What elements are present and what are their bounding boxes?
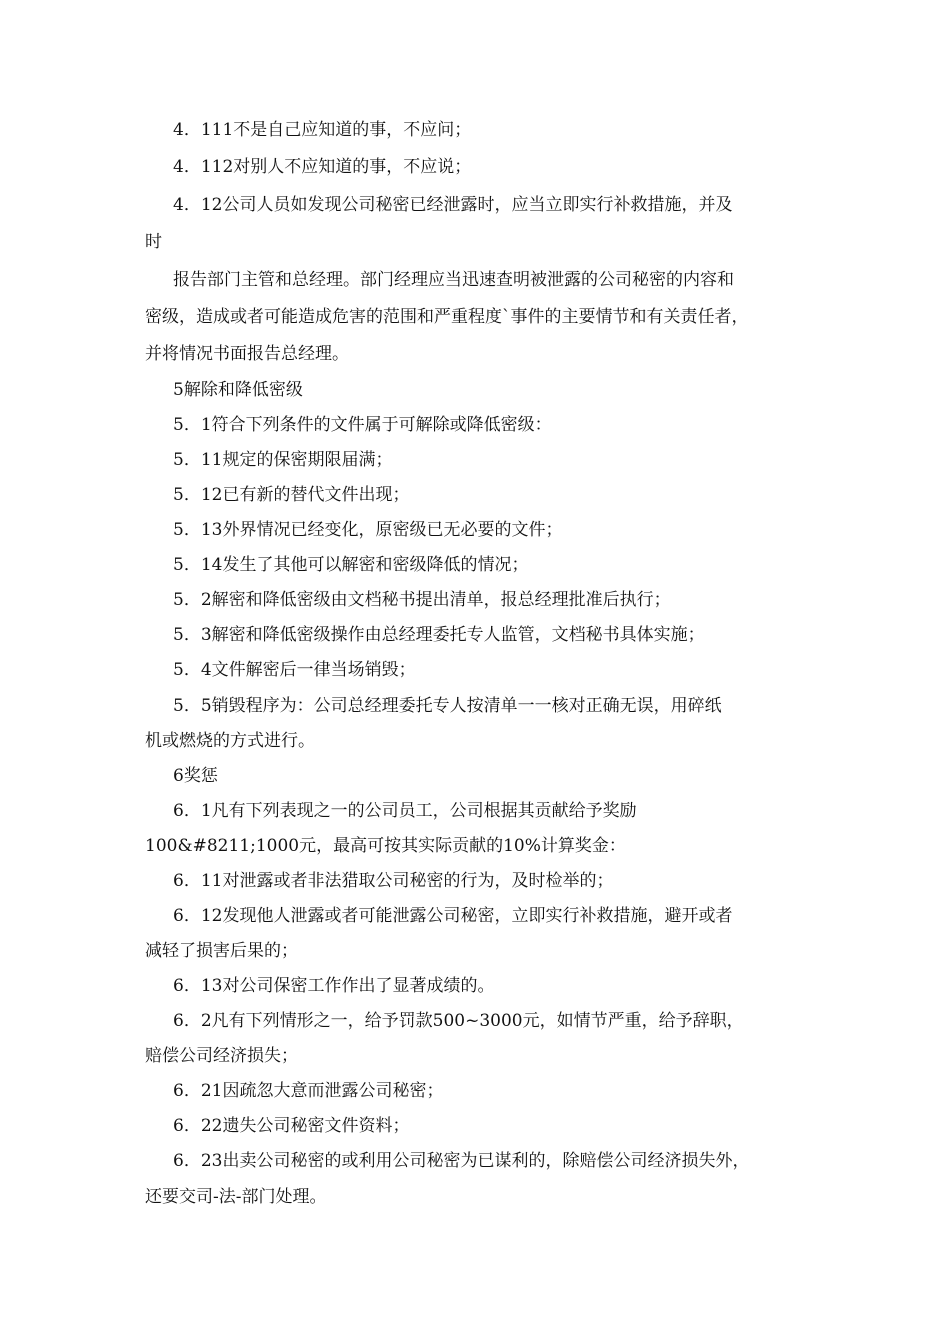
- paragraph-line: 5．3解密和降低密级操作由总经理委托专人监管，文档秘书具体实施；: [173, 625, 705, 645]
- paragraph-line: 4．112对别人不应知道的事，不应说；: [173, 157, 472, 177]
- paragraph-line: 5．5销毁程序为：公司总经理委托专人按清单一一核对正确无误，用碎纸: [173, 696, 722, 716]
- paragraph-line: 100&#8211;1000元，最高可按其实际贡献的10%计算奖金：: [145, 836, 626, 856]
- paragraph-line: 机或燃烧的方式进行。: [145, 731, 315, 751]
- paragraph-line: 报告部门主管和总经理。部门经理应当迅速查明被泄露的公司秘密的内容和: [173, 270, 734, 290]
- paragraph-line: 5．1符合下列条件的文件属于可解除或降低密级：: [173, 415, 552, 435]
- paragraph-line: 密级，造成或者可能造成危害的范围和严重程度`事件的主要情节和有关责任者，: [145, 307, 749, 327]
- paragraph-line: 5．13外界情况已经变化，原密级已无必要的文件；: [173, 520, 563, 540]
- paragraph-line: 6．1凡有下列表现之一的公司员工，公司根据其贡献给予奖励: [173, 801, 637, 821]
- paragraph-line: 6．23出卖公司秘密的或利用公司秘密为已谋利的，除赔偿公司经济损失外，: [173, 1151, 750, 1171]
- paragraph-line: 还要交司-法-部门处理。: [145, 1187, 327, 1207]
- paragraph-line: 5．11规定的保密期限届满；: [173, 450, 393, 470]
- section-heading: 5解除和降低密级: [173, 380, 303, 400]
- paragraph-line: 时: [145, 232, 162, 252]
- paragraph-line: 并将情况书面报告总经理。: [145, 344, 349, 364]
- paragraph-line: 6．11对泄露或者非法猎取公司秘密的行为，及时检举的；: [173, 871, 614, 891]
- paragraph-line: 减轻了损害后果的；: [145, 941, 298, 961]
- paragraph-line: 6．12发现他人泄露或者可能泄露公司秘密，立即实行补救措施，避开或者: [173, 906, 733, 926]
- paragraph-line: 4．111不是自己应知道的事，不应问；: [173, 120, 472, 140]
- paragraph-line: 5．14发生了其他可以解密和密级降低的情况；: [173, 555, 529, 575]
- paragraph-line: 4．12公司人员如发现公司秘密已经泄露时，应当立即实行补救措施，并及: [173, 195, 733, 215]
- paragraph-line: 赔偿公司经济损失；: [145, 1046, 298, 1066]
- paragraph-line: 5．4文件解密后一律当场销毁；: [173, 660, 416, 680]
- section-heading: 6奖惩: [173, 766, 218, 786]
- paragraph-line: 6．13对公司保密工作作出了显著成绩的。: [173, 976, 495, 996]
- paragraph-line: 5．2解密和降低密级由文档秘书提出清单，报总经理批准后执行；: [173, 590, 671, 610]
- paragraph-line: 5．12已有新的替代文件出现；: [173, 485, 410, 505]
- paragraph-line: 6．2凡有下列情形之一，给予罚款500~3000元，如情节严重，给予辞职，: [173, 1011, 744, 1031]
- paragraph-line: 6．22遗失公司秘密文件资料；: [173, 1116, 410, 1136]
- paragraph-line: 6．21因疏忽大意而泄露公司秘密；: [173, 1081, 444, 1101]
